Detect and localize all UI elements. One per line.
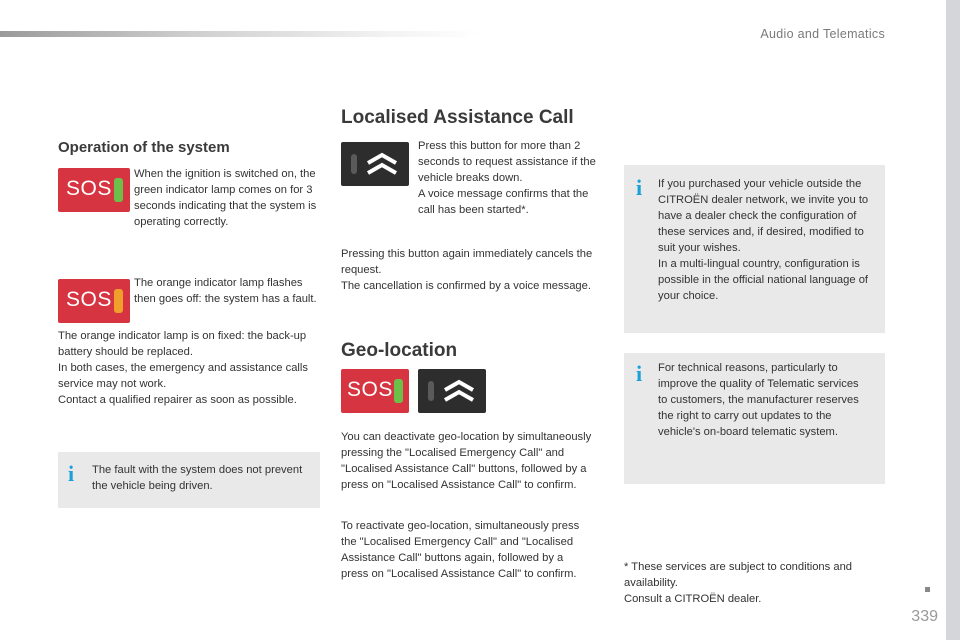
info-outside-network-text: If you purchased your vehicle outside the CITROËN dealer network, we invite you to have a dealer check the configuration of these services and, if desired, modified to suit your wishes. In a multi-lingual country, configuration is possible in the official national language of your choice. [658, 178, 869, 302]
para-cancel: Pressing this button again immediately cancels the request. The cancellation is confirmed by a voice message. [341, 248, 593, 292]
info-box-technical [624, 353, 885, 484]
para-deactivate-geo: You can deactivate geo-location by simultaneously pressing the "Localised Emergency Call" and "Localised Assistance Call" buttons, followed by a press on "Localised Assistance Call" to confirm. [341, 431, 592, 491]
info-box-fault [58, 452, 320, 508]
page-edge-strip [946, 0, 960, 640]
footnote: * These services are subject to conditions and availability. Consult a CITROËN dealer. [624, 561, 853, 605]
para-press-button: Press this button for more than 2 seconds to request assistance if the vehicle breaks down. A voice message confirms that the call has been started*. [418, 140, 596, 216]
green-lamp-icon [114, 178, 123, 202]
sos-label: SOS [347, 378, 393, 401]
geo-citroen-button [418, 369, 486, 413]
para-orange-fixed: The orange indicator lamp is on fixed: the back-up battery should be replaced. In both cases, the emergency and assistance calls service may not work. Contact a qualified repairer as soon as possible. [58, 330, 308, 406]
orange-lamp-icon [114, 289, 123, 313]
info-icon: i [636, 175, 643, 200]
page-number: 339 [911, 608, 938, 625]
para-orange-flash: The orange indicator lamp flashes then goes off: the system has a fault. [134, 277, 317, 305]
info-icon: i [68, 461, 75, 486]
geo-sos-button [341, 369, 409, 413]
para-reactivate-geo: To reactivate geo-location, simultaneously press the "Localised Emergency Call" and "Localised Assistance Call" buttons again, followed by a press on "Localised Assistance Call" to confirm. [341, 520, 580, 580]
sos-label: SOS [66, 288, 112, 311]
citroen-assistance-button [341, 142, 409, 186]
operation-title: Operation of the system [58, 139, 230, 156]
info-fault-text: The fault with the system does not prevent the vehicle being driven. [92, 464, 303, 492]
section-header: Audio and Telematics [760, 27, 885, 41]
citroen-chevrons-icon [365, 150, 399, 178]
page-marker [925, 587, 930, 592]
geo-location-title: Geo-location [341, 340, 458, 361]
localised-assistance-title: Localised Assistance Call [341, 107, 574, 128]
green-lamp-icon [394, 379, 403, 403]
info-icon: i [636, 361, 643, 386]
indicator-lamp-icon [428, 381, 434, 401]
sos-button-green [58, 168, 130, 212]
para-green-lamp: When the ignition is switched on, the green indicator lamp comes on for 3 seconds indicating that the system is operating correctly. [134, 168, 317, 228]
info-box-outside-network [624, 165, 885, 333]
info-technical-text: For technical reasons, particularly to improve the quality of Telematic services to customers, the manufacturer reserves the right to carry out updates to the vehicle's on-board telematic system. [658, 362, 859, 438]
sos-button-orange [58, 279, 130, 323]
citroen-chevrons-icon [442, 377, 476, 405]
sos-label: SOS [66, 177, 112, 200]
header-gradient-bar [0, 31, 480, 37]
indicator-lamp-icon [351, 154, 357, 174]
